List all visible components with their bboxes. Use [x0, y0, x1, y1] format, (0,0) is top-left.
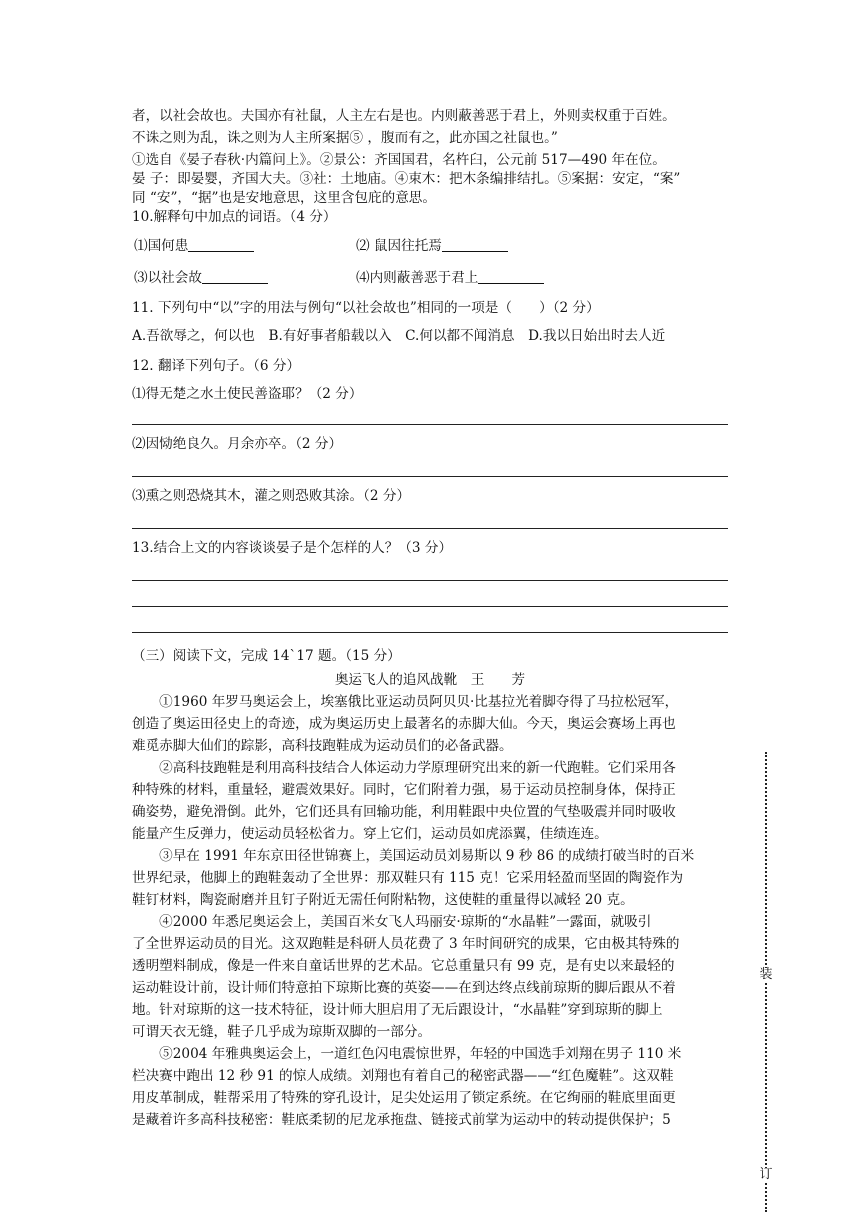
answer-blank[interactable] [188, 237, 254, 252]
binding-dotted-line [765, 752, 767, 1212]
article-line: ②高科技跑鞋是利用高科技结合人体运动力学原理研究出来的新一代跑鞋。它们采用各 [132, 760, 676, 776]
answer-line[interactable] [132, 528, 728, 529]
answer-blank[interactable] [442, 237, 508, 252]
question-10-item-4: ⑷内则蔽善恶于君上 [356, 268, 544, 288]
article-line: 种特殊的材料，重量轻，避震效果好。同时，它们附着力强，易于运动员控制身体，保持正 [132, 782, 676, 798]
note-line: ①选自《晏子春秋·内篇问上》。②景公：齐国国君，名杵臼，公元前 517—490 年在位。 [132, 152, 666, 168]
article-line: 栏决赛中跑出 12 秒 91 的惊人成绩。刘翔也有着自己的秘密武器——“红色魔鞋”。这双鞋 [132, 1068, 674, 1084]
answer-blank[interactable] [478, 269, 544, 284]
question-10-item-1: ⑴国何患 [134, 236, 254, 256]
article-line: 难觅赤脚大仙们的踪影，高科技跑鞋成为运动员们的必备武器。 [132, 738, 513, 754]
article-line: 是藏着许多高科技秘密：鞋底柔韧的尼龙承拖盘、链接式前掌为运动中的转动提供保护；5 [132, 1112, 671, 1128]
question-10-prompt: 10.解释句中加点的词语。（4 分） [132, 209, 337, 225]
question-10-item-3: ⑶以社会故 [134, 268, 268, 288]
article-line: 了全世界运动员的目光。这双跑鞋是科研人员花费了 3 年时间研究的成果，它由极其特殊的 [132, 936, 680, 952]
passage-line: 不诛之则为乱，诛之则为人主所案据⑤ ，腹而有之，此亦国之社鼠也。” [132, 130, 558, 146]
answer-line[interactable] [132, 632, 728, 633]
answer-line[interactable] [132, 476, 728, 477]
note-line: 同 “安”，“据”也是安地意思，这里含包庇的意思。 [132, 190, 436, 206]
article-line: 地。针对琼斯的这一技术特征，设计师大胆启用了无后跟设计，“水晶鞋”穿到琼斯的脚上 [132, 1002, 663, 1018]
question-12-prompt: 12. 翻译下列句子。（6 分） [132, 358, 301, 374]
article-line: 鞋钉材料，陶瓷耐磨并且钉子附近无需任何附粘物，这使鞋的重量得以减轻 20 克。 [132, 892, 634, 908]
note-line: 晏 子：即晏婴，齐国大夫。③社：土地庙。④束木：把木条编排结扎。⑤案据：安定，“案” [132, 171, 681, 187]
article-line: ①1960 年罗马奥运会上，埃塞俄比亚运动员阿贝贝·比基拉光着脚夺得了马拉松冠军， [132, 694, 679, 710]
section-3-heading: （三）阅读下文，完成 14`17 题。（15 分） [132, 648, 401, 664]
binding-label-top: 装 [759, 967, 773, 982]
article-line: 可谓天衣无缝，鞋子几乎成为琼斯双脚的一部分。 [132, 1024, 432, 1040]
binding-label-bottom: 订 [759, 1167, 773, 1182]
article-line: 透明塑料制成，像是一件来自童话世界的艺术品。它总重量只有 99 克，是有史以来最轻的 [132, 958, 675, 974]
answer-line[interactable] [132, 580, 728, 581]
article-line: ③早在 1991 年东京田径世锦赛上，美国运动员刘易斯以 9 秒 86 的成绩打破当时的百米 [132, 848, 695, 864]
question-12-item-1: ⑴得无楚之水土使民善盗耶？（2 分） [132, 386, 363, 402]
question-12-item-3: ⑶熏之则恐烧其木，灌之则恐败其涂。（2 分） [132, 488, 411, 504]
question-13-prompt: 13.结合上文的内容谈谈晏子是个怎样的人？（3 分） [132, 540, 453, 556]
question-10-item-2: ⑵ 鼠因往托焉 [356, 236, 508, 256]
question-12-item-2: ⑵因恸绝良久。月余亦卒。（2 分） [132, 436, 343, 452]
article-line: 用皮革制成，鞋帮采用了特殊的穿孔设计，足尖处运用了锁定系统。在它绚丽的鞋底里面更 [132, 1090, 676, 1106]
question-11-prompt: 11. 下列句中“以”字的用法与例句“以社会故也”相同的一项是（ ）（2 分） [132, 300, 600, 316]
article-line: ④2000 年悉尼奥运会上，美国百米女飞人玛丽安·琼斯的“水晶鞋”一露面，就吸引 [132, 914, 652, 930]
answer-line[interactable] [132, 424, 728, 425]
answer-line[interactable] [132, 606, 728, 607]
article-line: ⑤2004 年雅典奥运会上，一道红色闪电震惊世界，年轻的中国选手刘翔在男子 110 米 [132, 1046, 682, 1062]
article-line: 创造了奥运田径史上的奇迹，成为奥运历史上最著名的赤脚大仙。今天，奥运会赛场上再也 [132, 716, 676, 732]
article-line: 能量产生反弹力，使运动员轻松省力。穿上它们，运动员如虎添翼，佳绩连连。 [132, 826, 608, 842]
article-title: 奥运飞人的追风战靴 王 芳 [334, 672, 526, 688]
article-line: 世界纪录，他脚上的跑鞋轰动了全世界：那双鞋只有 115 克！它采用轻盈而坚固的陶瓷作为 [132, 870, 684, 886]
question-11-options: A.吾欲辱之，何以也 B.有好事者船载以入 C.何以都不闻消息 D.我以日始出时去人近 [132, 328, 666, 344]
passage-line: 者，以社会故也。夫国亦有社鼠，人主左右是也。内则蔽善恶于君上，外则卖权重于百姓。 [132, 108, 676, 124]
article-line: 运动鞋设计前，设计师们特意拍下琼斯比赛的英姿——在到达终点线前琼斯的脚后跟从不着 [132, 980, 676, 996]
answer-blank[interactable] [202, 269, 268, 284]
article-line: 确姿势，避免滑倒。此外，它们还具有回输功能，利用鞋跟中央位置的气垫吸震并同时吸收 [132, 804, 676, 820]
